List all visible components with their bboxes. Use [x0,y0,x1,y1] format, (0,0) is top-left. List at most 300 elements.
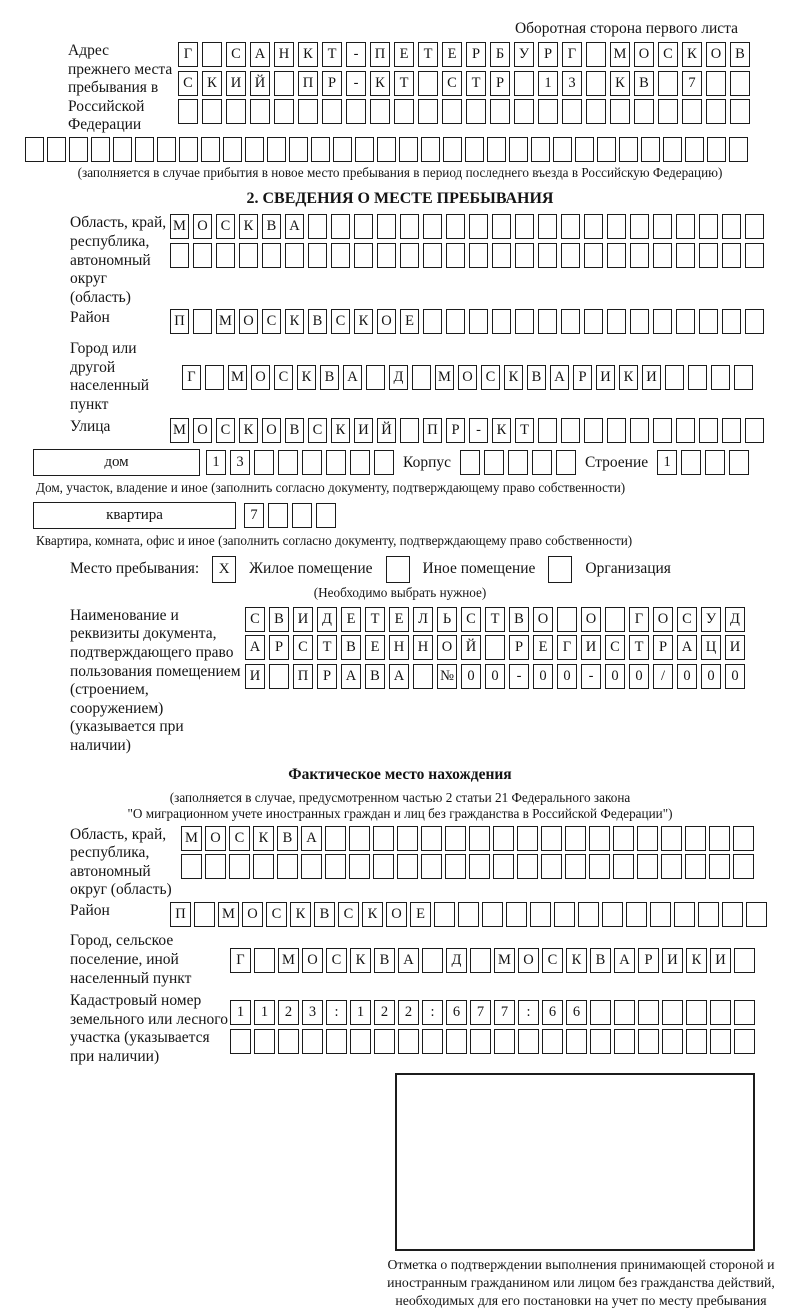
char-cell[interactable] [653,309,672,334]
char-cell[interactable] [566,1029,587,1054]
char-cell[interactable]: 0 [725,664,745,689]
char-cell[interactable] [685,854,706,879]
char-cell[interactable] [630,418,649,443]
char-cell[interactable] [400,418,419,443]
char-cell[interactable] [442,99,462,124]
char-cell[interactable] [630,214,649,239]
char-cell[interactable] [619,137,638,162]
char-cell[interactable]: А [343,365,362,390]
char-cell[interactable] [47,137,66,162]
char-cell[interactable] [446,309,465,334]
char-cell[interactable] [325,854,346,879]
char-cell[interactable]: С [266,902,287,927]
char-cell[interactable] [515,309,534,334]
char-cell[interactable] [709,826,730,851]
char-cell[interactable] [469,214,488,239]
char-cell[interactable] [634,99,654,124]
char-cell[interactable]: Ь [437,607,457,632]
char-cell[interactable] [607,243,626,268]
char-cell[interactable]: Е [400,309,419,334]
char-cell[interactable] [422,948,443,973]
char-cell[interactable] [517,826,538,851]
char-cell[interactable]: К [492,418,511,443]
char-cell[interactable]: Н [413,635,433,660]
char-cell[interactable]: Г [629,607,649,632]
char-cell[interactable] [377,214,396,239]
char-cell[interactable] [298,99,318,124]
char-cell[interactable]: К [350,948,371,973]
char-cell[interactable]: В [374,948,395,973]
char-cell[interactable]: К [331,418,350,443]
char-cell[interactable] [613,826,634,851]
char-cell[interactable]: П [298,71,318,96]
char-cell[interactable]: О [377,309,396,334]
char-cell[interactable]: № [437,664,457,689]
char-cell[interactable]: А [614,948,635,973]
char-cell[interactable] [205,365,224,390]
char-cell[interactable] [710,1000,731,1025]
char-cell[interactable] [515,214,534,239]
char-cell[interactable] [274,71,294,96]
char-cell[interactable] [509,137,528,162]
char-cell[interactable]: Й [377,418,396,443]
char-cell[interactable] [69,137,88,162]
char-cell[interactable]: О [533,607,553,632]
char-cell[interactable]: 2 [398,1000,419,1025]
char-cell[interactable]: Т [394,71,414,96]
char-cell[interactable]: 0 [629,664,649,689]
char-cell[interactable] [653,243,672,268]
char-cell[interactable] [605,607,625,632]
char-cell[interactable] [322,99,342,124]
char-cell[interactable]: С [442,71,462,96]
char-cell[interactable]: М [278,948,299,973]
char-cell[interactable] [663,137,682,162]
char-cell[interactable]: С [216,214,235,239]
char-cell[interactable]: 0 [557,664,577,689]
char-cell[interactable] [285,243,304,268]
char-cell[interactable] [561,418,580,443]
char-cell[interactable] [374,1029,395,1054]
char-cell[interactable] [699,243,718,268]
char-cell[interactable] [91,137,110,162]
char-cell[interactable] [202,99,222,124]
char-cell[interactable] [350,450,370,475]
char-cell[interactable]: И [642,365,661,390]
char-cell[interactable] [289,137,308,162]
char-cell[interactable] [443,137,462,162]
char-cell[interactable]: 7 [470,1000,491,1025]
char-cell[interactable] [586,99,606,124]
char-cell[interactable] [531,137,550,162]
char-cell[interactable] [194,902,215,927]
char-cell[interactable]: : [518,1000,539,1025]
char-cell[interactable]: 6 [446,1000,467,1025]
char-cell[interactable] [602,902,623,927]
char-cell[interactable] [423,309,442,334]
char-cell[interactable] [565,854,586,879]
char-cell[interactable] [538,309,557,334]
char-cell[interactable]: Р [269,635,289,660]
char-cell[interactable] [421,826,442,851]
char-cell[interactable]: / [653,664,673,689]
char-cell[interactable] [460,450,480,475]
char-cell[interactable]: О [251,365,270,390]
char-cell[interactable] [354,214,373,239]
char-cell[interactable]: И [662,948,683,973]
char-cell[interactable] [135,137,154,162]
char-cell[interactable] [584,243,603,268]
char-cell[interactable] [331,243,350,268]
char-cell[interactable] [205,854,226,879]
char-cell[interactable]: П [293,664,313,689]
char-cell[interactable] [590,1000,611,1025]
char-cell[interactable] [722,418,741,443]
char-cell[interactable]: Д [725,607,745,632]
char-cell[interactable]: С [262,309,281,334]
char-cell[interactable] [518,1029,539,1054]
char-cell[interactable]: В [285,418,304,443]
char-cell[interactable]: П [370,42,390,67]
char-cell[interactable] [733,826,754,851]
char-cell[interactable] [650,902,671,927]
char-cell[interactable] [355,137,374,162]
char-cell[interactable] [607,418,626,443]
char-cell[interactable]: Т [418,42,438,67]
char-cell[interactable] [610,99,630,124]
char-cell[interactable] [532,450,552,475]
char-cell[interactable] [578,902,599,927]
char-cell[interactable] [193,309,212,334]
char-cell[interactable] [269,664,289,689]
char-cell[interactable] [630,243,649,268]
char-cell[interactable]: С [226,42,246,67]
char-cell[interactable] [653,214,672,239]
char-cell[interactable] [682,99,702,124]
char-cell[interactable] [292,503,312,528]
char-cell[interactable] [494,1029,515,1054]
char-cell[interactable] [614,1029,635,1054]
char-cell[interactable] [613,854,634,879]
char-cell[interactable] [421,854,442,879]
char-cell[interactable]: 7 [494,1000,515,1025]
char-cell[interactable]: 0 [485,664,505,689]
char-cell[interactable] [377,137,396,162]
char-cell[interactable] [745,214,764,239]
char-cell[interactable]: П [423,418,442,443]
char-cell[interactable]: В [308,309,327,334]
char-cell[interactable]: И [293,607,313,632]
char-cell[interactable] [556,450,576,475]
char-cell[interactable] [562,99,582,124]
char-cell[interactable]: Д [446,948,467,973]
char-cell[interactable] [584,214,603,239]
char-cell[interactable]: М [494,948,515,973]
char-cell[interactable]: : [422,1000,443,1025]
char-cell[interactable] [630,309,649,334]
char-cell[interactable] [373,826,394,851]
char-cell[interactable] [590,1029,611,1054]
char-cell[interactable] [490,99,510,124]
char-cell[interactable]: А [301,826,322,851]
char-cell[interactable] [676,214,695,239]
char-cell[interactable]: С [308,418,327,443]
char-cell[interactable] [274,99,294,124]
char-cell[interactable] [733,854,754,879]
char-cell[interactable] [514,71,534,96]
char-cell[interactable] [469,309,488,334]
char-cell[interactable] [561,309,580,334]
char-cell[interactable] [586,71,606,96]
char-cell[interactable] [722,214,741,239]
char-cell[interactable]: К [362,902,383,927]
char-cell[interactable] [326,450,346,475]
char-cell[interactable]: М [228,365,247,390]
char-cell[interactable]: А [389,664,409,689]
char-cell[interactable]: 0 [461,664,481,689]
char-cell[interactable]: О [302,948,323,973]
char-cell[interactable] [178,99,198,124]
char-cell[interactable] [745,243,764,268]
char-cell[interactable]: Р [322,71,342,96]
char-cell[interactable] [202,42,222,67]
char-cell[interactable] [216,243,235,268]
char-cell[interactable]: М [218,902,239,927]
char-cell[interactable] [400,214,419,239]
char-cell[interactable]: 1 [206,450,226,475]
char-cell[interactable]: Г [230,948,251,973]
char-cell[interactable] [398,1029,419,1054]
char-cell[interactable]: С [216,418,235,443]
char-cell[interactable]: О [437,635,457,660]
char-cell[interactable] [734,948,755,973]
char-cell[interactable]: 1 [230,1000,251,1025]
char-cell[interactable] [662,1029,683,1054]
char-cell[interactable]: С [178,71,198,96]
char-cell[interactable] [553,137,572,162]
char-cell[interactable]: С [229,826,250,851]
char-cell[interactable] [469,854,490,879]
char-cell[interactable]: А [677,635,697,660]
char-cell[interactable] [254,450,274,475]
char-cell[interactable]: Р [653,635,673,660]
char-cell[interactable] [706,71,726,96]
char-cell[interactable]: И [354,418,373,443]
char-cell[interactable]: И [725,635,745,660]
char-cell[interactable]: А [245,635,265,660]
char-cell[interactable] [638,1000,659,1025]
char-cell[interactable] [586,42,606,67]
char-cell[interactable] [681,450,701,475]
char-cell[interactable]: В [262,214,281,239]
char-cell[interactable] [373,854,394,879]
char-cell[interactable]: Т [365,607,385,632]
char-cell[interactable] [349,826,370,851]
char-cell[interactable] [469,243,488,268]
char-cell[interactable] [302,450,322,475]
char-cell[interactable]: С [293,635,313,660]
char-cell[interactable] [557,607,577,632]
char-cell[interactable]: М [170,418,189,443]
char-cell[interactable] [434,902,455,927]
char-cell[interactable] [423,214,442,239]
char-cell[interactable]: С [542,948,563,973]
char-cell[interactable] [179,137,198,162]
char-cell[interactable]: В [590,948,611,973]
char-cell[interactable]: К [566,948,587,973]
char-cell[interactable] [394,99,414,124]
char-cell[interactable]: Г [562,42,582,67]
char-cell[interactable] [734,365,753,390]
char-cell[interactable] [653,418,672,443]
char-cell[interactable] [517,854,538,879]
char-cell[interactable]: М [435,365,454,390]
char-cell[interactable] [349,854,370,879]
char-cell[interactable] [377,243,396,268]
char-cell[interactable] [709,854,730,879]
char-cell[interactable]: А [550,365,569,390]
char-cell[interactable]: 6 [542,1000,563,1025]
char-cell[interactable] [554,902,575,927]
char-cell[interactable] [614,1000,635,1025]
char-cell[interactable] [366,365,385,390]
char-cell[interactable] [734,1000,755,1025]
char-cell[interactable]: М [170,214,189,239]
char-cell[interactable]: 6 [566,1000,587,1025]
char-cell[interactable]: Т [317,635,337,660]
char-cell[interactable] [254,1029,275,1054]
char-cell[interactable]: А [341,664,361,689]
char-cell[interactable]: Р [509,635,529,660]
char-cell[interactable]: А [398,948,419,973]
char-cell[interactable] [685,137,704,162]
char-cell[interactable] [423,243,442,268]
char-cell[interactable] [722,243,741,268]
char-cell[interactable] [458,902,479,927]
char-cell[interactable] [538,214,557,239]
char-cell[interactable]: Р [446,418,465,443]
char-cell[interactable]: И [596,365,615,390]
char-cell[interactable] [346,99,366,124]
char-cell[interactable] [541,854,562,879]
char-cell[interactable]: 0 [605,664,625,689]
char-cell[interactable] [245,137,264,162]
char-cell[interactable]: Е [442,42,462,67]
char-cell[interactable] [514,99,534,124]
char-cell[interactable] [354,243,373,268]
char-cell[interactable] [492,214,511,239]
char-cell[interactable]: К [253,826,274,851]
char-cell[interactable] [445,854,466,879]
char-cell[interactable]: К [610,71,630,96]
char-cell[interactable]: К [686,948,707,973]
char-cell[interactable] [370,99,390,124]
char-cell[interactable] [734,1029,755,1054]
char-cell[interactable] [311,137,330,162]
char-cell[interactable]: О [242,902,263,927]
char-cell[interactable] [397,826,418,851]
char-cell[interactable]: И [710,948,731,973]
char-cell[interactable] [445,826,466,851]
checkbox-organizatsiya[interactable] [548,556,572,583]
char-cell[interactable] [466,99,486,124]
char-cell[interactable]: 2 [374,1000,395,1025]
char-cell[interactable]: В [730,42,750,67]
char-cell[interactable] [597,137,616,162]
char-cell[interactable]: 1 [657,450,677,475]
char-cell[interactable] [686,1000,707,1025]
char-cell[interactable] [589,854,610,879]
char-cell[interactable]: П [170,309,189,334]
char-cell[interactable] [325,826,346,851]
char-cell[interactable]: С [461,607,481,632]
char-cell[interactable]: А [285,214,304,239]
char-cell[interactable]: Д [389,365,408,390]
char-cell[interactable]: И [226,71,246,96]
char-cell[interactable] [301,854,322,879]
char-cell[interactable] [397,854,418,879]
char-cell[interactable]: С [245,607,265,632]
char-cell[interactable] [561,243,580,268]
char-cell[interactable] [506,902,527,927]
char-cell[interactable] [400,243,419,268]
checkbox-zhiloe[interactable]: X [212,556,236,583]
char-cell[interactable]: Р [466,42,486,67]
char-cell[interactable] [730,71,750,96]
char-cell[interactable] [223,137,242,162]
char-cell[interactable] [706,99,726,124]
char-cell[interactable] [201,137,220,162]
char-cell[interactable]: О [193,214,212,239]
char-cell[interactable]: Р [538,42,558,67]
char-cell[interactable]: В [320,365,339,390]
char-cell[interactable]: К [298,42,318,67]
char-cell[interactable] [530,902,551,927]
char-cell[interactable] [446,214,465,239]
char-cell[interactable]: - [346,42,366,67]
char-cell[interactable] [575,137,594,162]
char-cell[interactable]: Т [322,42,342,67]
char-cell[interactable]: О [706,42,726,67]
char-cell[interactable]: 3 [230,450,250,475]
char-cell[interactable] [746,902,767,927]
char-cell[interactable] [710,1029,731,1054]
char-cell[interactable] [662,1000,683,1025]
char-cell[interactable]: О [386,902,407,927]
char-cell[interactable]: 3 [302,1000,323,1025]
char-cell[interactable]: О [205,826,226,851]
char-cell[interactable] [515,243,534,268]
char-cell[interactable]: С [658,42,678,67]
char-cell[interactable] [418,71,438,96]
char-cell[interactable]: Р [573,365,592,390]
char-cell[interactable] [658,99,678,124]
char-cell[interactable] [493,854,514,879]
char-cell[interactable]: К [297,365,316,390]
char-cell[interactable]: Г [178,42,198,67]
char-cell[interactable]: К [682,42,702,67]
char-cell[interactable] [268,503,288,528]
char-cell[interactable]: О [458,365,477,390]
char-cell[interactable] [418,99,438,124]
char-cell[interactable] [542,1029,563,1054]
char-cell[interactable] [538,418,557,443]
char-cell[interactable]: С [481,365,500,390]
char-cell[interactable] [413,664,433,689]
char-cell[interactable] [626,902,647,927]
char-cell[interactable] [277,854,298,879]
char-cell[interactable] [412,365,431,390]
